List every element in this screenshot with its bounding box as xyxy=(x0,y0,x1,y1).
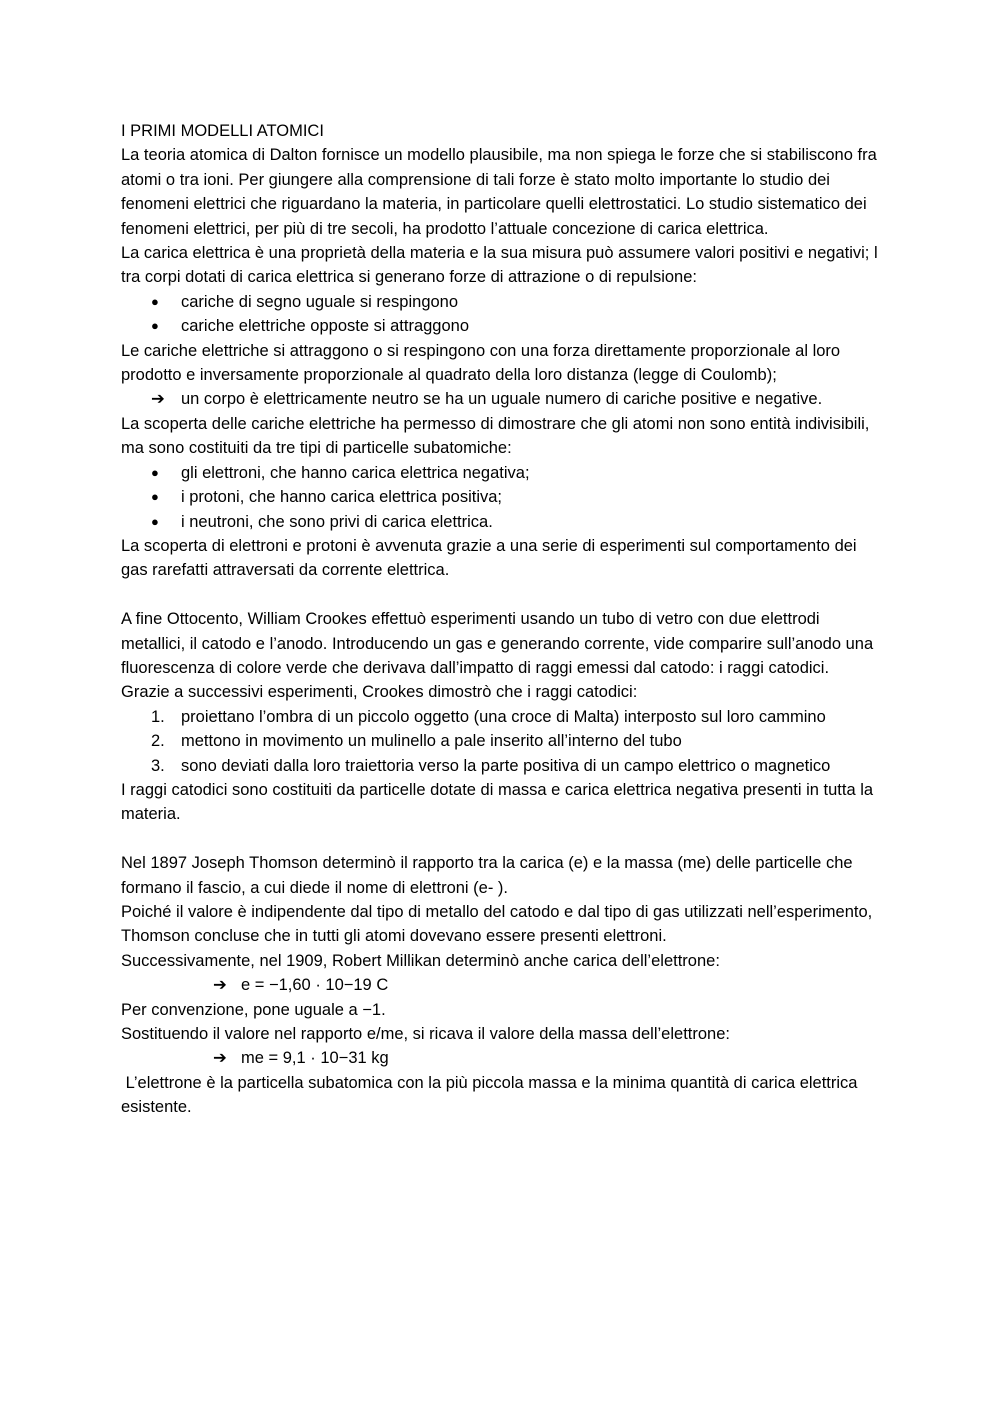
paragraph: L’elettrone è la particella subatomica con la più piccola massa e la minima quantità di carica elettrica esistente. xyxy=(121,1073,863,1117)
list-item-text: proiettano l’ombra di un piccolo oggetto (una croce di Malta) interposto sul loro cammino xyxy=(181,707,826,726)
list-item xyxy=(121,485,881,509)
arrow-item xyxy=(121,387,881,411)
blank-line xyxy=(121,583,881,607)
arrow-right-icon: ➔ xyxy=(213,976,227,995)
bullet-list xyxy=(121,290,881,339)
document-page xyxy=(121,119,881,1120)
list-item-text: i protoni, che hanno carica elettrica positiva; xyxy=(181,488,503,507)
formula-line xyxy=(121,1046,881,1070)
formula-text: e = −1,60 · 10−19 C xyxy=(241,976,389,995)
arrow-right-icon: ➔ xyxy=(151,390,165,409)
bullet-icon: ● xyxy=(151,513,159,529)
paragraph: La carica elettrica è una proprietà della materia e la sua misura può assumere valori positivi e negativi; l tra corpi dotati di carica elettrica si generano forze di attrazione o di repulsione: xyxy=(121,244,878,287)
list-item xyxy=(121,705,881,729)
arrow-right-icon: ➔ xyxy=(213,1049,227,1068)
list-number: 1. xyxy=(151,707,165,726)
paragraph: La scoperta di elettroni e protoni è avvenuta grazie a una serie di esperimenti sul comportamento dei gas rarefatti attraversati da corrente elettrica. xyxy=(121,536,857,580)
list-item xyxy=(121,461,881,485)
list-item-text: i neutroni, che sono privi di carica elettrica. xyxy=(181,512,493,531)
list-item-text: mettono in movimento un mulinello a pale inserito all’interno del tubo xyxy=(181,732,682,751)
paragraph: Le cariche elettriche si attraggono o si respingono con una forza direttamente proporzionale al loro prodotto e inversamente proporzionale al quadrato della loro distanza (legge di Coulomb); xyxy=(121,341,841,385)
bullet-icon: ● xyxy=(151,464,159,480)
paragraph: Per convenzione, pone uguale a −1. xyxy=(121,1000,386,1019)
list-item xyxy=(121,754,881,778)
paragraph: Grazie a successivi esperimenti, Crookes dimostrò che i raggi catodici: xyxy=(121,683,638,702)
list-item-text: sono deviati dalla loro traiettoria verso la parte positiva di un campo elettrico o magnetico xyxy=(181,756,831,775)
bullet-icon: ● xyxy=(151,318,159,334)
paragraph: Nel 1897 Joseph Thomson determinò il rapporto tra la carica (e) e la massa (me) delle particelle che formano il fascio, a cui diede il nome di elettroni (e- ). xyxy=(121,854,853,897)
list-number: 2. xyxy=(151,732,165,751)
list-item xyxy=(121,290,881,314)
numbered-list xyxy=(121,705,881,778)
page-title: I PRIMI MODELLI ATOMICI xyxy=(121,122,324,140)
formula-text: me = 9,1 · 10−31 kg xyxy=(241,1049,389,1068)
paragraph: La teoria atomica di Dalton fornisce un modello plausibile, ma non spiega le forze che si stabiliscono fra atomi o tra ioni. Per giungere alla comprensione di tali forze è stato molto importante lo studio dei fenomeni elettrici che riguardano la materia, in particolare quelli elettrostatici. Lo studio sistematico dei fenomeni elettrici, per più di tre secoli, ha prodotto l’attuale concezione di carica elettrica. xyxy=(121,146,877,238)
paragraph: I raggi catodici sono costituiti da particelle dotate di massa e carica elettrica negativa presenti in tutta la materia. xyxy=(121,780,874,824)
list-item-text: cariche elettriche opposte si attraggono xyxy=(181,317,470,336)
list-item xyxy=(121,314,881,338)
paragraph: Poiché il valore è indipendente dal tipo di metallo del catodo e dal tipo di gas utilizzati nell’esperimento, Thomson concluse che in tutti gli atomi dovevano essere presenti elettroni. xyxy=(121,902,873,946)
paragraph: La scoperta delle cariche elettriche ha permesso di dimostrare che gli atomi non sono entità indivisibili, ma sono costituiti da tre tipi di particelle subatomiche: xyxy=(121,414,870,458)
bullet-list xyxy=(121,461,881,534)
list-item xyxy=(121,510,881,534)
paragraph: Successivamente, nel 1909, Robert Millikan determinò anche carica dell’elettrone: xyxy=(121,951,720,970)
list-item xyxy=(121,729,881,753)
formula-line xyxy=(121,973,881,997)
bullet-icon: ● xyxy=(151,293,159,309)
arrow-item-text: un corpo è elettricamente neutro se ha un uguale numero di cariche positive e negative. xyxy=(181,390,823,409)
paragraph: Sostituendo il valore nel rapporto e/me, si ricava il valore della massa dell’elettrone: xyxy=(121,1025,730,1043)
list-item-text: gli elettroni, che hanno carica elettrica negativa; xyxy=(181,463,530,482)
paragraph: A fine Ottocento, William Crookes effettuò esperimenti usando un tubo di vetro con due elettrodi metallici, il catodo e l’anodo. Introducendo un gas e generando corrente, vide comparire sull’anodo una fluorescenza di colore verde che derivava dall’impatto di raggi emessi dal catodo: i raggi catodici. xyxy=(121,610,874,677)
blank-line xyxy=(121,827,881,851)
list-number: 3. xyxy=(151,756,165,775)
bullet-icon: ● xyxy=(151,489,159,505)
list-item-text: cariche di segno uguale si respingono xyxy=(181,292,459,311)
